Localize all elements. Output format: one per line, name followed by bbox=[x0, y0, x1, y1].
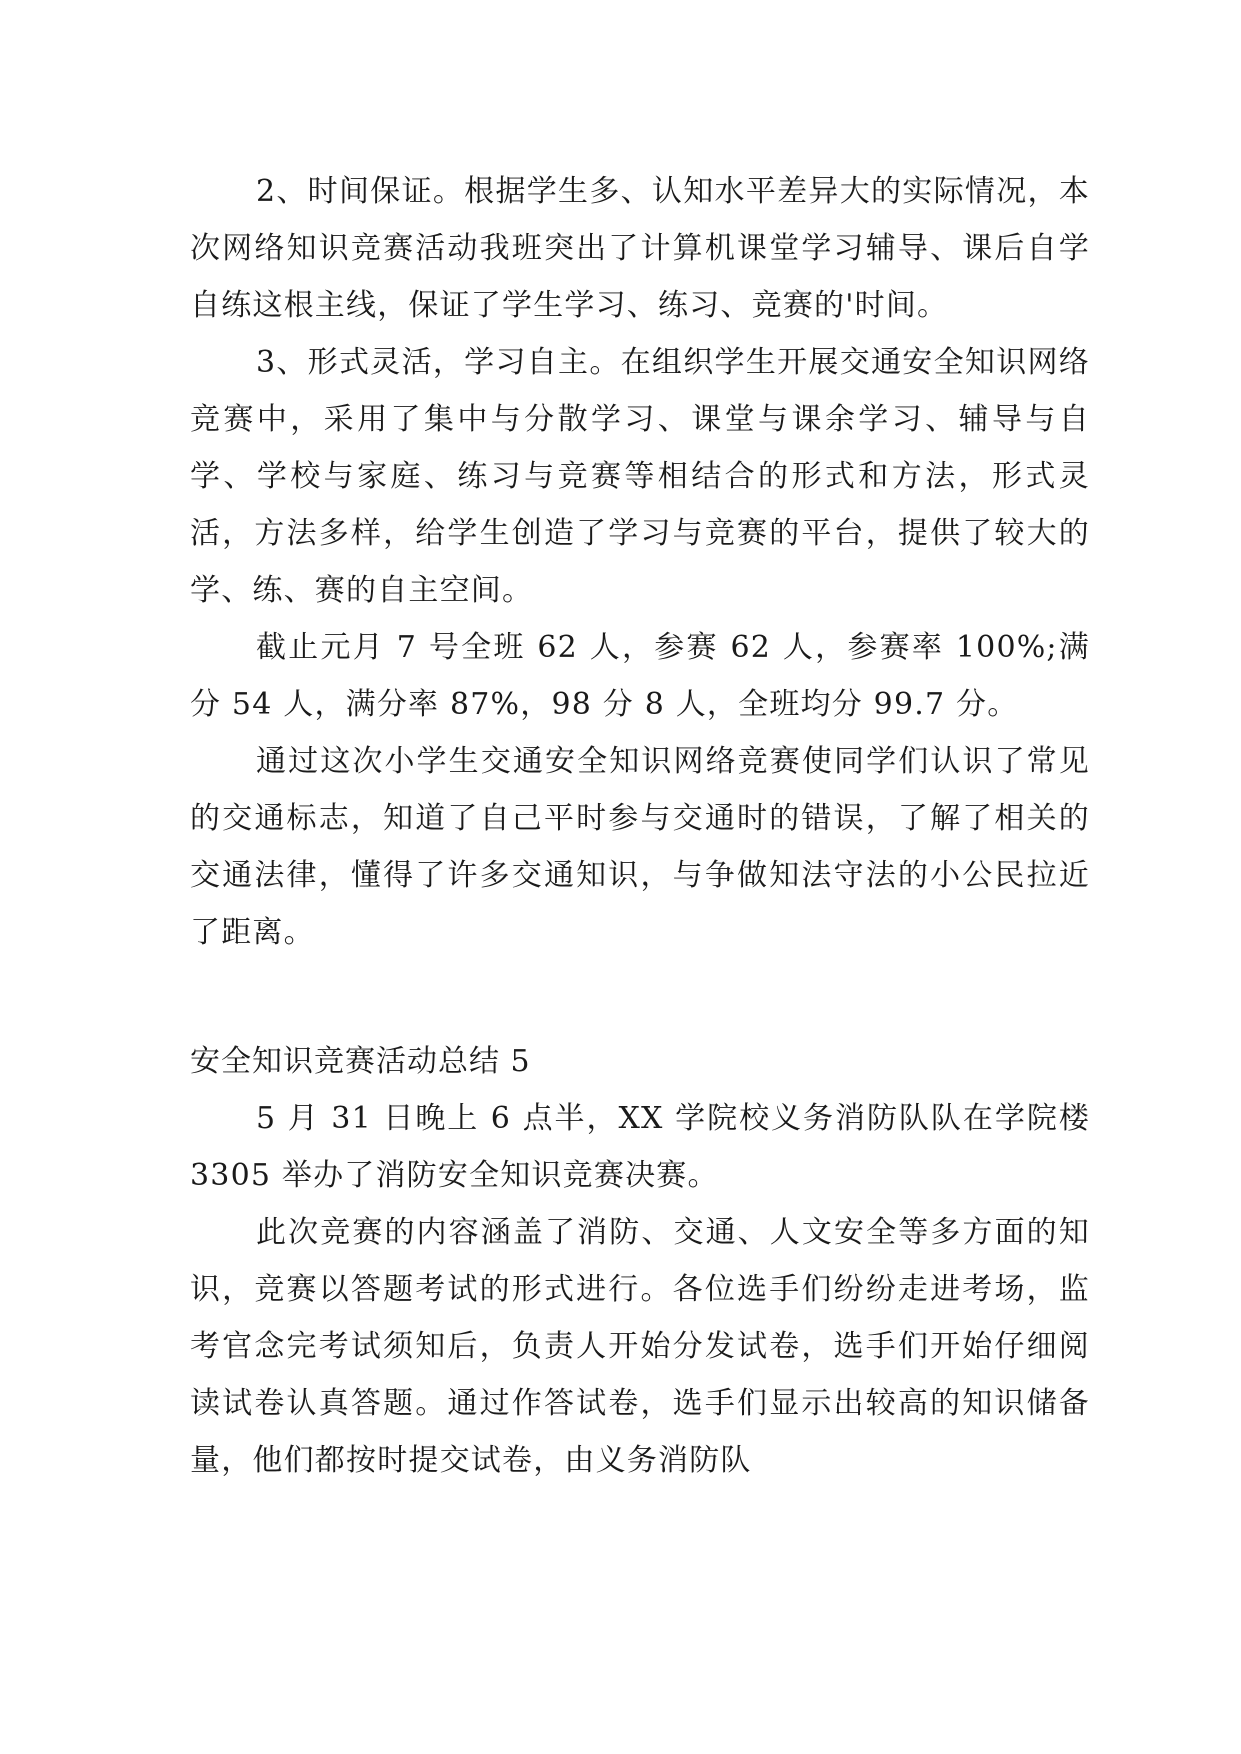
paragraph-flexible-form: 3、形式灵活，学习自主。在组织学生开展交通安全知识网络竞赛中，采用了集中与分散学习、课堂与课余学习、辅导与自学、学校与家庭、练习与竞赛等相结合的形式和方法，形式灵活，方法多样，给学生创造了学习与竞赛的平台，提供了较大的学、练、赛的自主空间。 bbox=[190, 345, 1090, 608]
paragraph-participation-stats: 截止元月 7 号全班 62 人，参赛 62 人，参赛率 100%;满分 54 人，满分率 87%，98 分 8 人，全班均分 99.7 分。 bbox=[190, 630, 1090, 722]
paragraph-event-intro: 5 月 31 日晚上 6 点半，XX 学院校义务消防队队在学院楼 3305 举办了消防安全知识竞赛决赛。 bbox=[190, 1101, 1090, 1193]
paragraph-time-guarantee: 2、时间保证。根据学生多、认知水平差异大的实际情况，本次网络知识竞赛活动我班突出了计算机课堂学习辅导、课后自学自练这根主线，保证了学生学习、练习、竞赛的'时间。 bbox=[190, 174, 1090, 323]
document-body bbox=[190, 163, 1090, 1489]
section-heading: 安全知识竞赛活动总结 5 bbox=[190, 1044, 531, 1079]
paragraph-summary: 通过这次小学生交通安全知识网络竞赛使同学们认识了常见的交通标志，知道了自己平时参与交通时的错误，了解了相关的交通法律，懂得了许多交通知识，与争做知法守法的小公民拉近了距离。 bbox=[190, 744, 1090, 950]
section-spacer bbox=[190, 961, 1090, 1033]
paragraph-event-content: 此次竞赛的内容涵盖了消防、交通、人文安全等多方面的知识，竞赛以答题考试的形式进行。各位选手们纷纷走进考场，监考官念完考试须知后，负责人开始分发试卷，选手们开始仔细阅读试卷认真答题。通过作答试卷，选手们显示出较高的知识储备量，他们都按时提交试卷，由义务消防队 bbox=[190, 1215, 1090, 1478]
